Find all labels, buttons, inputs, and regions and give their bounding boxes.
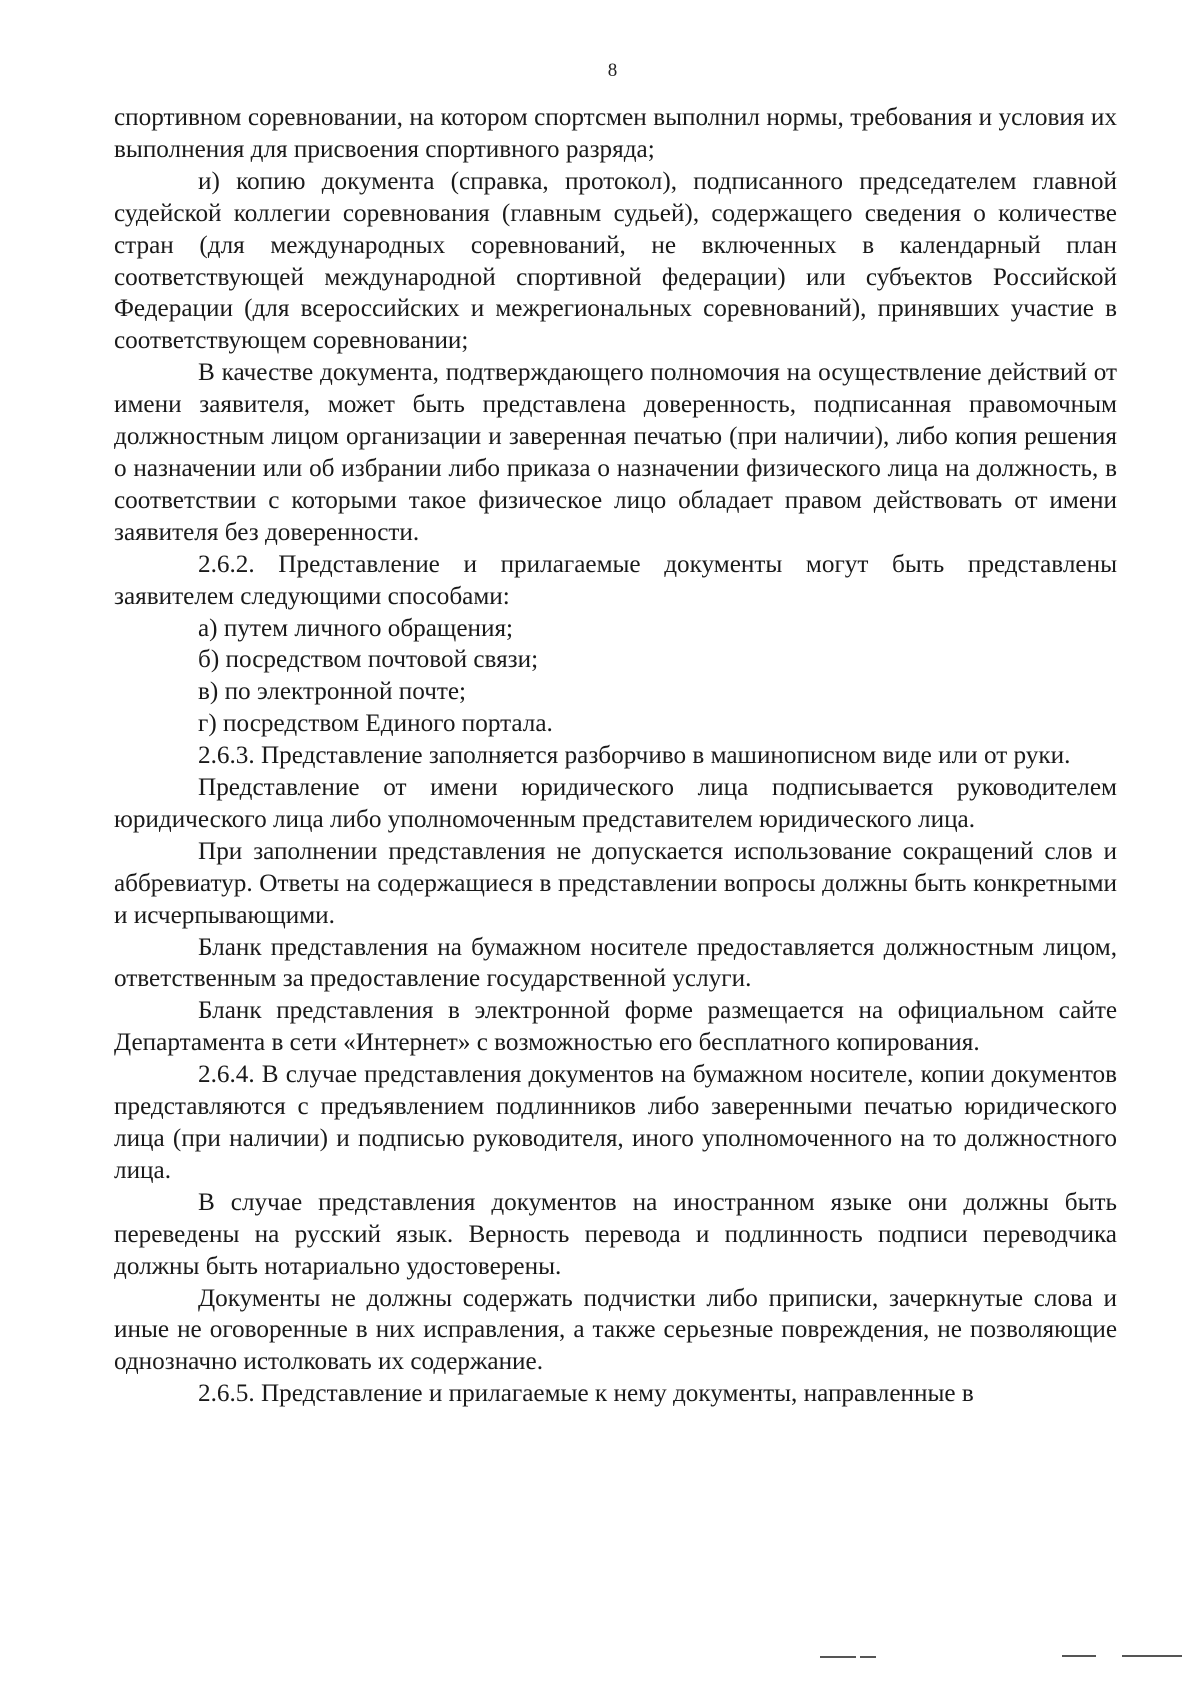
list-item-a: а) путем личного обращения;	[198, 614, 514, 642]
paragraph-electronic-form: Бланк представления в электронной форме размещается на официальном сайте Департамента в сети «Интернет» с возможностью его бесплатного копирования.	[114, 997, 1117, 1057]
scan-artifact-line	[1062, 1655, 1096, 1657]
paragraph-2-6-4: 2.6.4. В случае представления документов на бумажном носителе, копии документов представляются с предъявлением подлинников либо заверенными печатью юридического лица (при наличии) и подписью руководителя, иного уполномоченного на то должностного лица.	[114, 1061, 1117, 1184]
paragraph-legal-entity-signature: Представление от имени юридического лица подписывается руководителем юридического лица либо уполномоченным представителем юридического лица.	[114, 774, 1117, 833]
list-item-b: б) посредством почтовой связи;	[198, 646, 539, 674]
paragraph-corrections: Документы не должны содержать подчистки либо приписки, зачеркнутые слова и иные не оговоренные в них исправления, а также серьезные повреждения, не позволяющие однозначно истолковать их содержание.	[114, 1284, 1117, 1376]
paragraph-foreign-language: В случае представления документов на иностранном языке они должны быть переведены на русский язык. Верность перевода и подлинность подписи переводчика должны быть нотариально удостоверены.	[114, 1188, 1117, 1280]
document-body	[114, 102, 1117, 1410]
list-item-g: г) посредством Единого портала.	[198, 710, 553, 738]
paragraph-paper-form: Бланк представления на бумажном носителе предоставляется должностным лицом, ответственным за предоставление государственной услуги.	[114, 933, 1117, 993]
paragraph-item-i: и) копию документа (справка, протокол), подписанного председателем главной судейской коллегии соревнования (главным судьей), содержащего сведения о количестве стран (для международных соревнований, не включенных в календарный план соответствующей международной спортивной федерации) или субъектов Российской Федерации (для всероссийских и межрегиональных соревнований), принявших участие в соответствующем соревновании;	[114, 167, 1117, 355]
paragraph-continuation: спортивном соревновании, на котором спортсмен выполнил нормы, требования и условия их выполнения для присвоения спортивного разряда;	[114, 104, 1117, 163]
paragraph-authority-document: В качестве документа, подтверждающего полномочия на осуществление действий от имени заявителя, может быть представлена доверенность, подписанная правомочным должностным лицом организации и заверенная печатью (при наличии), либо копия решения о назначении или об избрании либо приказа о назначении физического лица на должность, в соответствии с которыми такое физическое лицо обладает правом действовать от имени заявителя без доверенности.	[114, 359, 1117, 546]
paragraph-2-6-3: 2.6.3. Представление заполняется разборчиво в машинописном виде или от руки.	[198, 742, 1071, 770]
scan-artifact-line	[860, 1656, 876, 1658]
page-number: 8	[607, 60, 618, 81]
paragraph-2-6-2: 2.6.2. Представление и прилагаемые документы могут быть представлены заявителем следующими способами:	[114, 550, 1117, 610]
paragraph-abbreviations: При заполнении представления не допускается использование сокращений слов и аббревиатур. Ответы на содержащиеся в представлении вопросы должны быть конкретными и исчерпывающими.	[114, 837, 1117, 929]
paragraph-2-6-5: 2.6.5. Представление и прилагаемые к нему документы, направленные в	[198, 1380, 974, 1408]
scan-artifact-line	[820, 1656, 856, 1658]
list-item-v: в) по электронной почте;	[198, 678, 467, 706]
scan-artifact-line	[1122, 1655, 1182, 1657]
